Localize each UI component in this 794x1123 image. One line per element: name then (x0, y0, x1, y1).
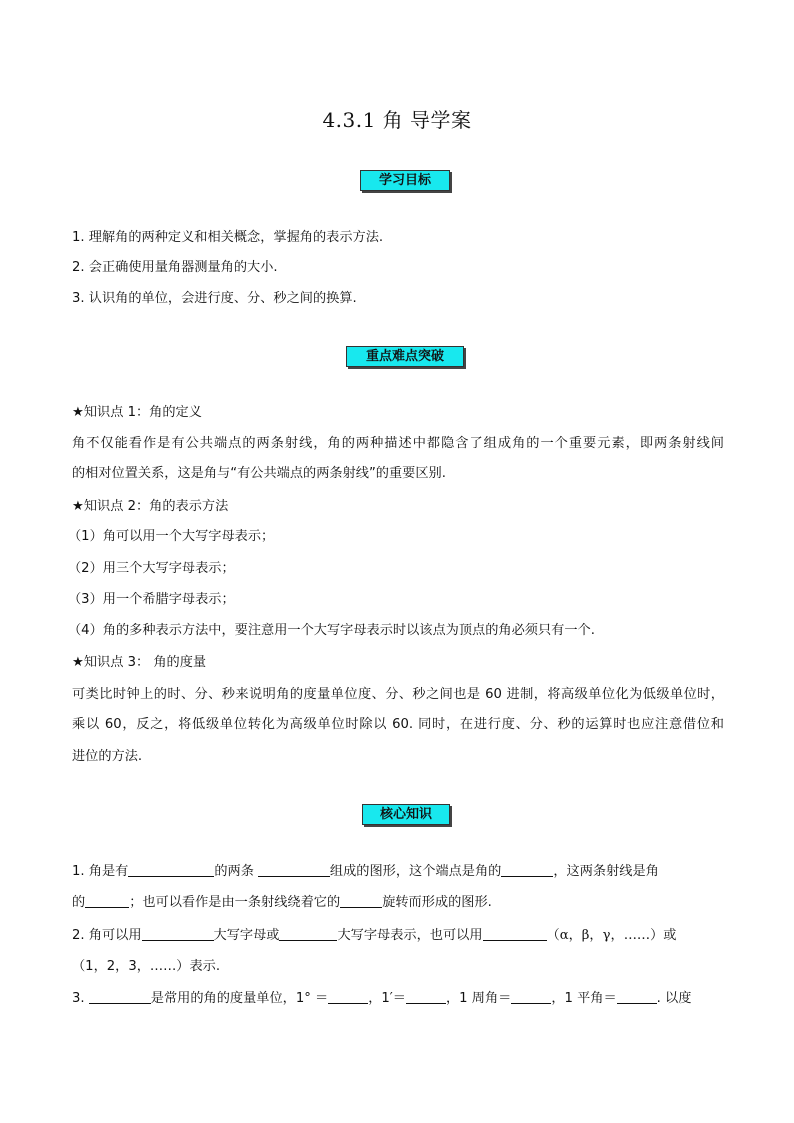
paragraph-line: 乘以 60，反之，将低级单位转化为高级单位时除以 60. 同时，在进行度、分、秒的运算时也应注意借位和 (72, 717, 724, 732)
goal-item: 2. 会正确使用量角器测量角的大小. (72, 260, 278, 275)
question-text: 大写字母或 (213, 928, 280, 943)
question-3-line-1 (72, 989, 691, 1008)
section-header-key-points: 重点难点突破 (346, 346, 464, 367)
question-text: （α，β，γ，……）或 (546, 928, 677, 943)
answer-blank[interactable] (617, 989, 657, 1004)
knowledge-point-heading: ★知识点 2：角的表示方法 (72, 499, 229, 514)
question-text: 旋转而形成的图形. (382, 895, 492, 910)
answer-blank[interactable] (279, 926, 337, 941)
answer-blank[interactable] (85, 893, 129, 908)
answer-blank[interactable] (501, 862, 553, 877)
list-item: （3）用一个希腊字母表示； (68, 592, 235, 607)
list-item: （2）用三个大写字母表示； (68, 561, 235, 576)
question-text: （1，2，3，……）表示. (72, 959, 221, 974)
section-header-goals: 学习目标 (360, 170, 450, 191)
question-text: 的两条 (214, 864, 254, 879)
goal-item: 3. 认识角的单位，会进行度、分、秒之间的换算. (72, 291, 357, 306)
question-1-line-2 (72, 893, 492, 912)
answer-blank[interactable] (340, 893, 382, 908)
answer-blank[interactable] (128, 862, 214, 877)
question-text: 的 (72, 895, 86, 910)
list-item: （4）角的多种表示方法中，要注意用一个大写字母表示时以该点为顶点的角必须只有一个. (68, 623, 595, 638)
question-text: ，1′＝ (368, 991, 406, 1006)
question-text: 1. 角是有 (72, 864, 129, 879)
knowledge-point-heading: ★知识点 3： 角的度量 (72, 655, 207, 670)
answer-blank[interactable] (406, 989, 446, 1004)
goal-item: 1. 理解角的两种定义和相关概念，掌握角的表示方法. (72, 230, 384, 245)
question-text: 组成的图形，这个端点是角的 (329, 864, 502, 879)
paragraph-line: 的相对位置关系，这是角与“有公共端点的两条射线”的重要区别. (72, 466, 446, 481)
answer-blank[interactable] (258, 862, 330, 877)
answer-blank[interactable] (142, 926, 214, 941)
question-text: 大写字母表示，也可以用 (337, 928, 483, 943)
answer-blank[interactable] (328, 989, 368, 1004)
question-text: ，1 周角＝ (445, 991, 512, 1006)
answer-blank[interactable] (483, 926, 547, 941)
question-text: 是常用的角的度量单位，1° ＝ (150, 991, 329, 1006)
question-text: 2. 角可以用 (72, 928, 142, 943)
question-text: ，这两条射线是角 (553, 864, 659, 879)
paragraph-line: 进位的方法. (72, 749, 143, 764)
question-2-line-2 (72, 958, 220, 976)
section-header-core: 核心知识 (362, 804, 450, 825)
question-text: 3. (72, 991, 89, 1006)
question-2-line-1 (72, 926, 676, 945)
knowledge-point-heading: ★知识点 1：角的定义 (72, 405, 202, 420)
answer-blank[interactable] (511, 989, 551, 1004)
question-1-line-1 (72, 862, 659, 881)
question-text: ；也可以看作是由一条射线绕着它的 (129, 895, 341, 910)
question-text: ，1 平角＝ (551, 991, 617, 1006)
question-text: . 以度 (656, 991, 692, 1006)
paragraph-line: 可类比时钟上的时、分、秒来说明角的度量单位度、分、秒之间也是 60 进制，将高级单位化为低级单位时， (72, 687, 724, 702)
list-item: （1）角可以用一个大写字母表示； (68, 529, 275, 544)
paragraph-line: 角不仅能看作是有公共端点的两条射线，角的两种描述中都隐含了组成角的一个重要元素，即两条射线间 (72, 436, 724, 451)
page-title: 4.3.1 角 导学案 (322, 108, 472, 132)
answer-blank[interactable] (89, 989, 151, 1004)
